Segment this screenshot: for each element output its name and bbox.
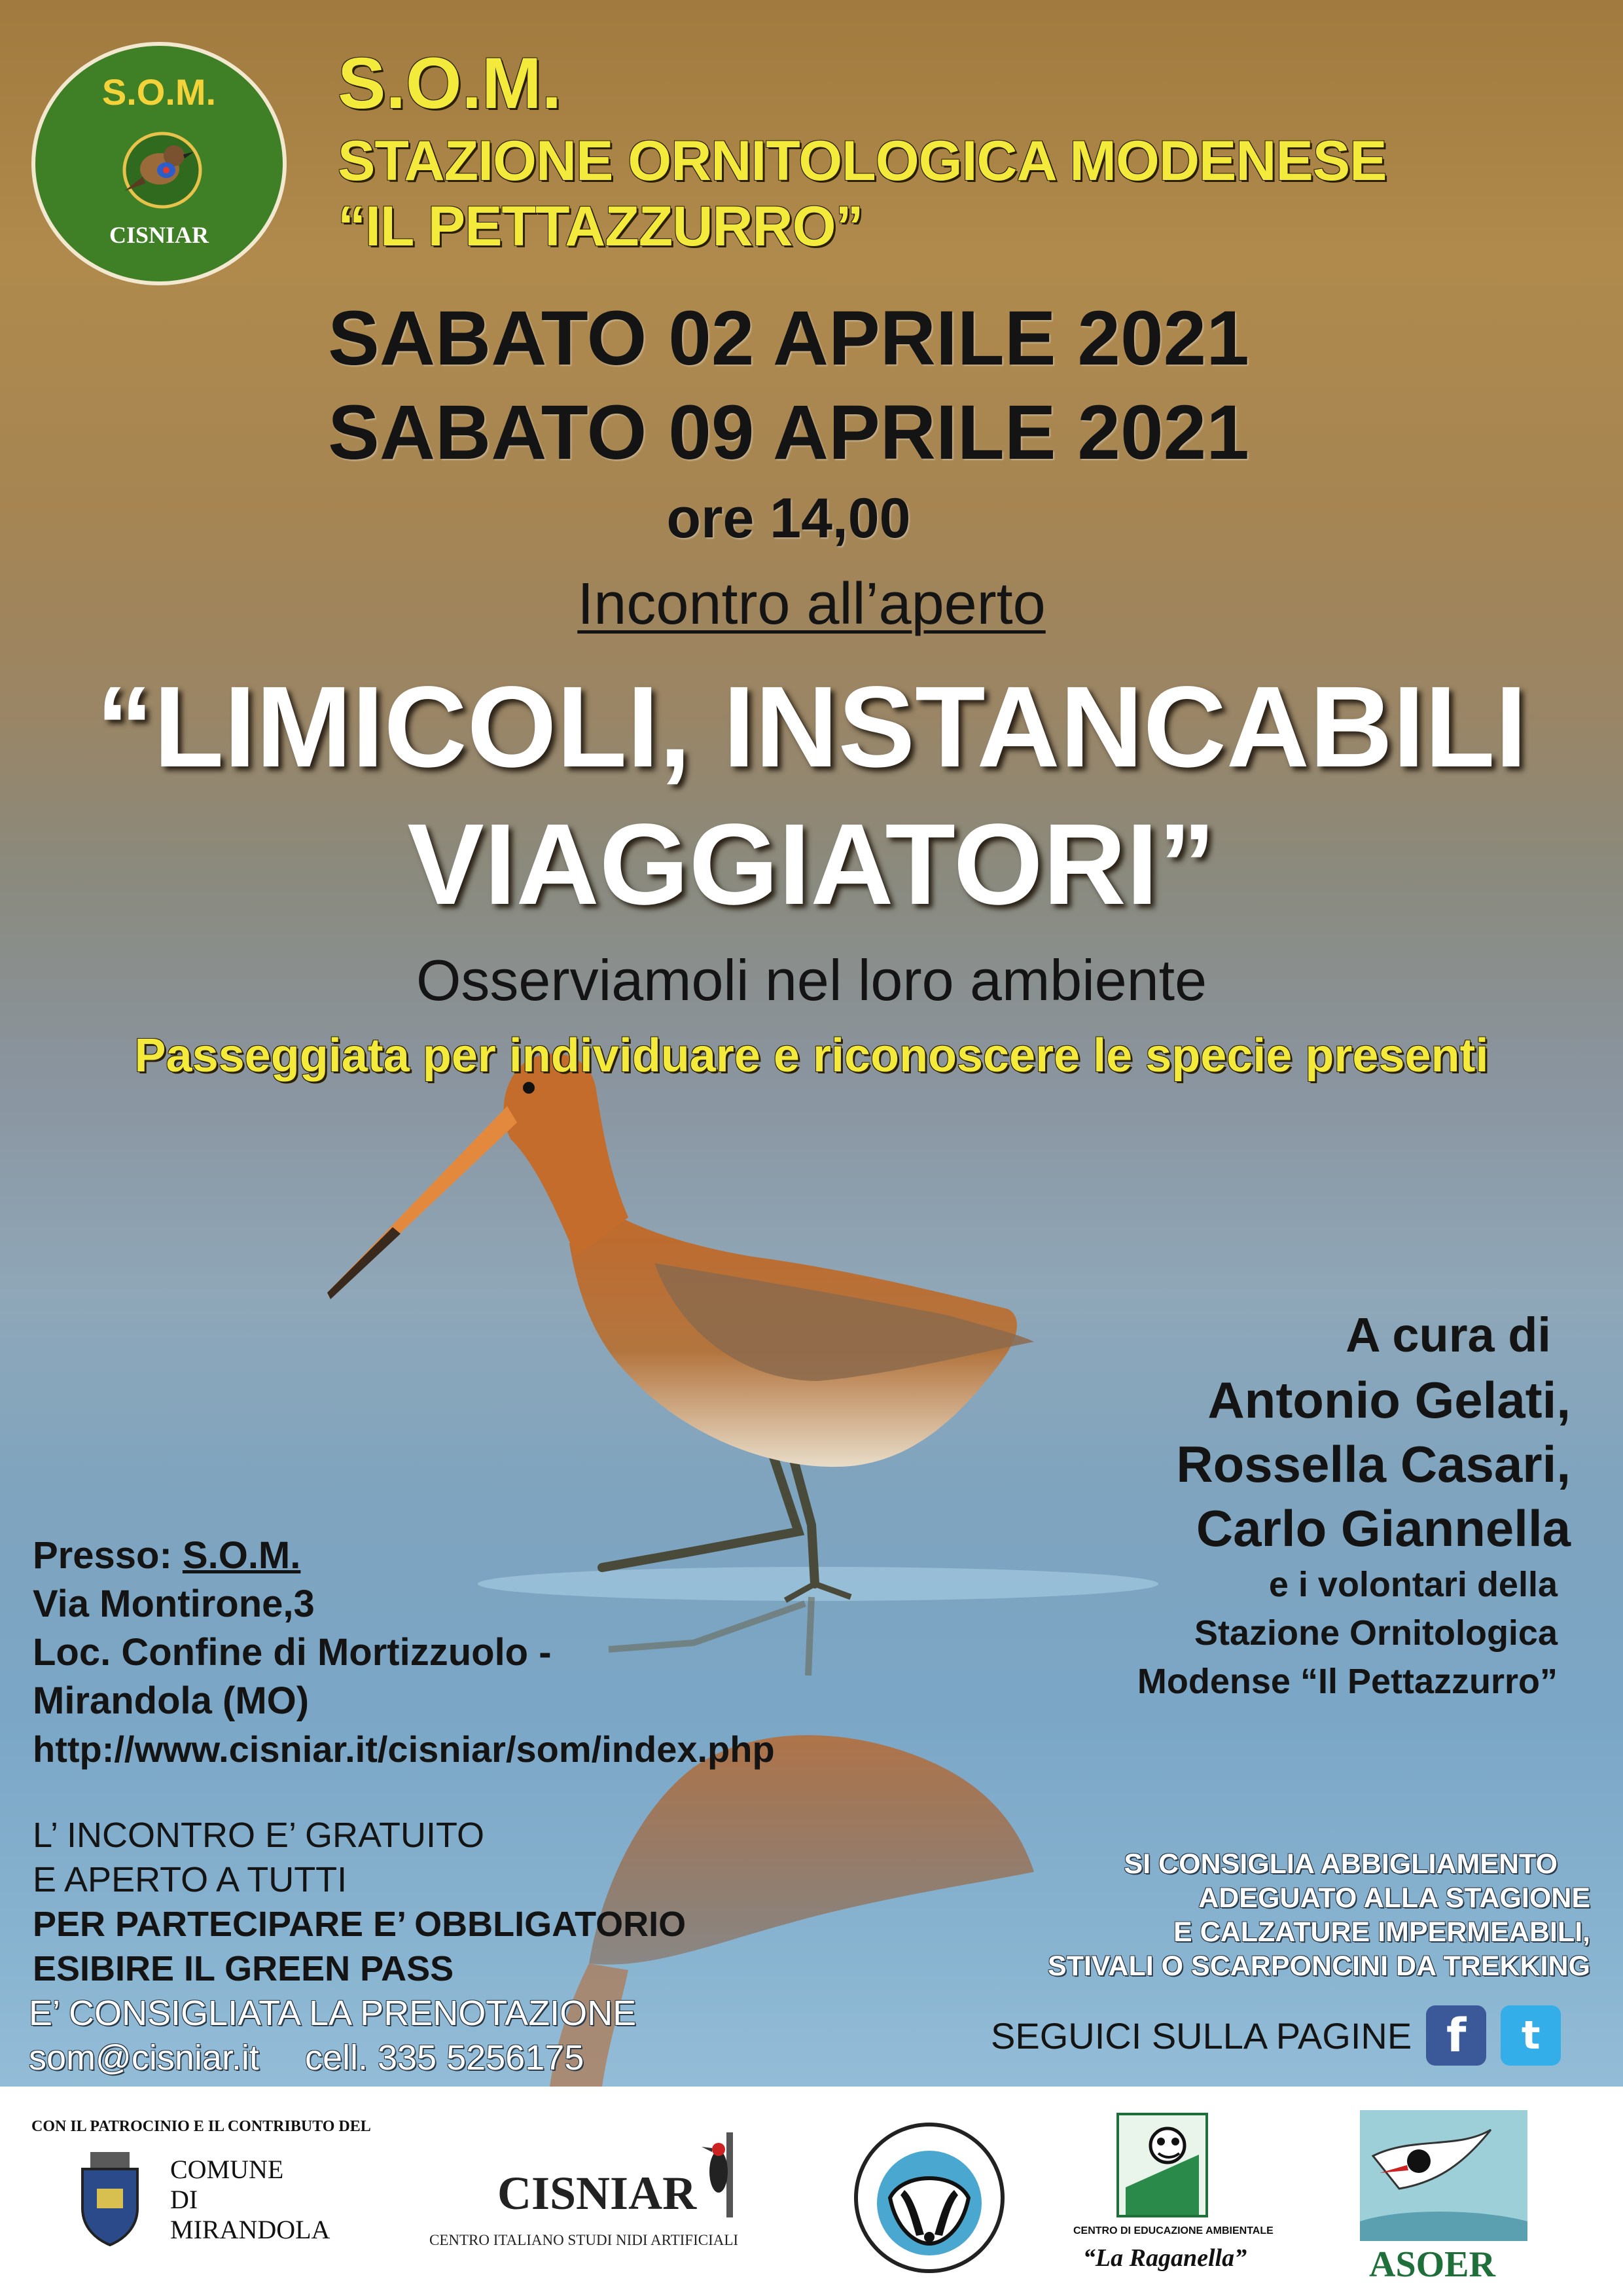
event-title-line-2: VIAGGIATORI”: [407, 800, 1216, 929]
venue-locality: Loc. Confine di Mortizzuolo -: [33, 1631, 552, 1674]
venue-label-row: [33, 1532, 775, 1580]
patronage-note: CON IL PATROCINIO E IL CONTRIBUTO DEL: [31, 2118, 371, 2135]
advice-line-3: E CALZATURE IMPERMEABILI,: [1173, 1916, 1590, 1948]
twitter-icon[interactable]: t: [1501, 2005, 1561, 2066]
facebook-icon[interactable]: f: [1426, 2005, 1486, 2066]
event-date-2: SABATO 09 APRILE 2021: [328, 389, 1249, 476]
free-line-1: L’ INCONTRO E’ GRATUITO: [33, 1816, 485, 1855]
header-org-name: STAZIONE ORNITOLOGICA MODENESE: [338, 130, 1387, 192]
event-date-1: SABATO 02 APRILE 2021: [328, 295, 1249, 382]
event-type-label: Incontro all’aperto: [577, 571, 1046, 637]
advice-line-4: STIVALI O SCARPONCINI DA TREKKING: [1048, 1950, 1590, 1982]
tern-icon: [1360, 2110, 1527, 2241]
asoer-name: ASOER: [1369, 2244, 1495, 2285]
contact-email[interactable]: som@cisniar.it: [29, 2038, 259, 2077]
event-time: ore 14,00: [666, 487, 911, 550]
raganella-name: “La Raganella”: [1082, 2244, 1247, 2272]
contact-phone: cell. 335 5256175: [304, 2038, 584, 2077]
booking-note: E’ CONSIGLIATA LA PRENOTAZIONE: [29, 1994, 637, 2033]
venue-url-link[interactable]: http://www.cisniar.it/cisniar/som/index.php: [33, 1729, 775, 1770]
event-subtitle: Osserviamoli nel loro ambiente: [416, 948, 1207, 1013]
logo-name: CISNIAR: [109, 222, 209, 248]
advice-block: [1048, 1847, 1590, 1983]
volunteers-line-1: e i volontari della: [1268, 1565, 1558, 1604]
venue-street: Via Montirone,3: [33, 1583, 315, 1625]
curator-name-2: Rossella Casari,: [1176, 1435, 1571, 1493]
curator-name-1: Antonio Gelati,: [1207, 1371, 1571, 1429]
sponsor-footer: [0, 2087, 1623, 2296]
event-type: [0, 568, 1623, 640]
raganella-logo: [1116, 2113, 1208, 2217]
cisniar-subtitle: CENTRO ITALIANO STUDI NIDI ARTIFICIALI: [429, 2232, 739, 2248]
logo-acronym: S.O.M.: [101, 71, 217, 113]
woodpecker-icon: [700, 2132, 740, 2217]
curators-intro: A cura di: [1346, 1308, 1551, 1362]
raganella-top-text: CENTRO DI EDUCAZIONE AMBIENTALE: [1073, 2225, 1274, 2236]
comune-line-1: COMUNE: [170, 2155, 284, 2184]
comune-block: [170, 2155, 330, 2245]
contact-row: [29, 2036, 686, 2080]
mirandola-crest-icon: [71, 2149, 149, 2248]
badger-icon: [851, 2119, 1008, 2276]
social-row: [991, 2003, 1561, 2068]
curators-block: [1137, 1302, 1571, 1706]
asoer-logo: [1360, 2110, 1527, 2241]
green-pass-line-1: PER PARTECIPARE E’ OBBLIGATORIO: [33, 1905, 687, 1944]
advice-line-2: ADEGUATO ALLA STAGIONE: [1198, 1882, 1590, 1914]
venue-city: Mirandola (MO): [33, 1679, 310, 1722]
header-acronym: S.O.M.: [338, 43, 562, 124]
social-label: SEGUICI SULLA PAGINE: [991, 2015, 1412, 2056]
frog-icon: [1119, 2115, 1205, 2215]
bluethroat-icon: [116, 118, 208, 216]
event-description: Passeggiata per individuare e riconoscere le specie presenti: [134, 1030, 1489, 1082]
venue-block: [33, 1532, 775, 1774]
free-line-2: E APERTO A TUTTI: [33, 1860, 348, 1899]
curator-name-3: Carlo Giannella: [1196, 1499, 1571, 1557]
venue-label: Presso:: [33, 1534, 172, 1577]
volunteers-line-3: Modense “Il Pettazzurro”: [1137, 1662, 1558, 1701]
cisniar-logo-text: CISNIAR: [497, 2167, 697, 2219]
advice-line-1: SI CONSIGLIA ABBIGLIAMENTO: [1124, 1848, 1558, 1880]
volunteers-line-2: Stazione Ornitologica: [1194, 1613, 1558, 1653]
event-title-line-1: “LIMICOLI, INSTANCABILI: [96, 663, 1527, 791]
info-block: [29, 1813, 686, 2080]
comune-line-3: MIRANDOLA: [170, 2215, 330, 2244]
header-org-nickname: “IL PETTAZZURRO”: [338, 195, 863, 258]
som-logo: [31, 42, 287, 285]
comune-line-2: DI: [170, 2185, 198, 2214]
green-pass-line-2: ESIBIRE IL GREEN PASS: [33, 1949, 454, 1988]
venue-place: S.O.M.: [182, 1534, 301, 1577]
